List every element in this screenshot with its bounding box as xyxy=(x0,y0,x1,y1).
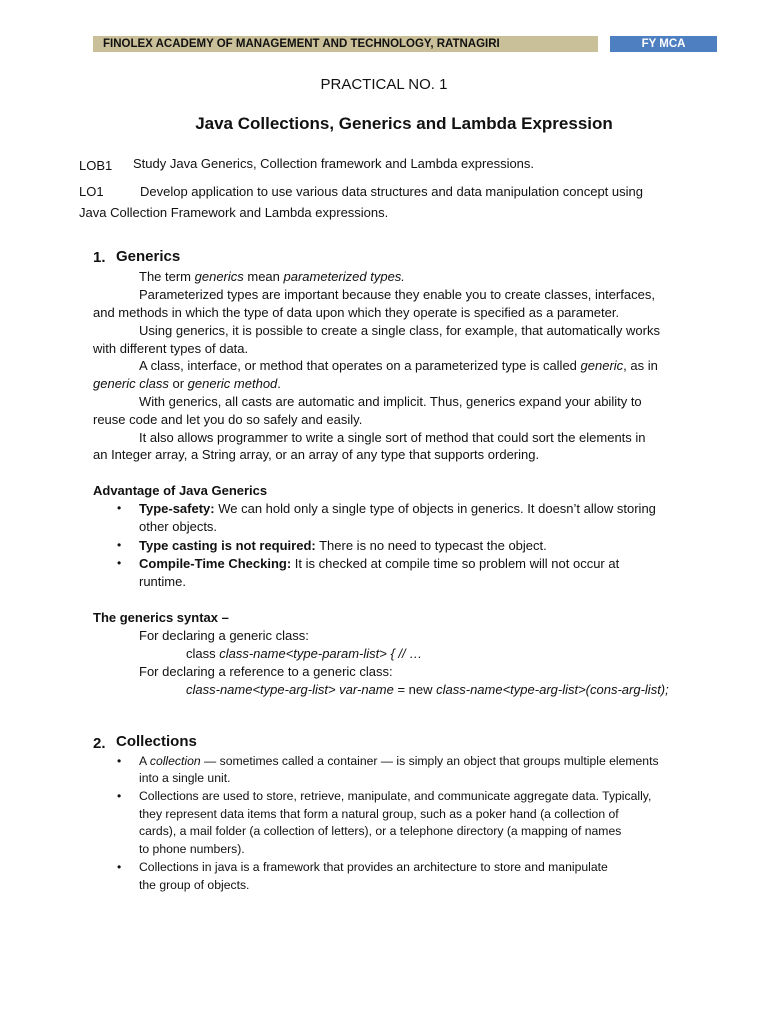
collection-bullet3-line: the group of objects. xyxy=(139,878,250,892)
p4-l2-a: generic class xyxy=(93,376,169,391)
advantage-label: Compile-Time Checking: xyxy=(139,556,292,571)
bullet-icon: • xyxy=(117,501,122,515)
section1-heading: Generics xyxy=(116,248,181,265)
section2-number xyxy=(93,735,106,752)
bullet-icon: • xyxy=(117,789,122,803)
section2-number-text: 2. xyxy=(93,735,106,752)
bullet-icon: • xyxy=(117,754,122,768)
collection-bullet3-line: Collections in java is a framework that provides an architecture to store and manipulate xyxy=(139,860,608,874)
generics-p2-line2: and methods in which the type of data upon which they operate is specified as a parameter. xyxy=(93,305,620,320)
generics-p6-line2: an Integer array, a String array, or an array of any type that supports ordering. xyxy=(93,447,540,462)
advantage-item xyxy=(139,555,619,573)
p4-l1-c: , as in xyxy=(623,358,658,373)
syntax-class-body: class-name<type-param-list> { // … xyxy=(219,646,423,661)
bullet-icon: • xyxy=(117,556,122,570)
advantage-heading: Advantage of Java Generics xyxy=(93,483,268,498)
advantage-text: We can hold only a single type of objects in generics. It doesn’t allow storing xyxy=(214,501,656,516)
syntax-ref-c: class-name<type-arg-list>(cons-arg-list); xyxy=(436,682,669,697)
lob1-text: Study Java Generics, Collection framework and Lambda expressions. xyxy=(133,156,535,171)
collection-bullet1-line1 xyxy=(139,753,659,771)
b1-a: A xyxy=(139,754,150,768)
lob1-code: LOB1 xyxy=(79,158,113,173)
generics-p3-line1: Using generics, it is possible to create a single class, for example, that automatically works xyxy=(139,323,660,338)
p1-b: generics xyxy=(194,269,244,284)
lo1-text-line1: Develop application to use various data structures and data manipulation concept using xyxy=(140,184,643,199)
generics-p2-line1: Parameterized types are important because they enable you to create classes, interfaces, xyxy=(139,287,655,302)
advantage-label: Type casting is not required: xyxy=(139,538,316,553)
p4-l2-c: generic method xyxy=(187,376,278,391)
advantage-item xyxy=(139,537,547,555)
generics-p5-line2: reuse code and let you do so safely and easily. xyxy=(93,412,363,427)
collection-bullet1-line2: into a single unit. xyxy=(139,771,231,785)
advantage-text: There is no need to typecast the object. xyxy=(315,538,547,553)
syntax-ref-a: class-name<type-arg-list> var-name xyxy=(186,682,394,697)
collection-bullet2-line: to phone numbers). xyxy=(139,842,245,856)
p1-a: The term xyxy=(139,269,195,284)
p4-l1-a: A class, interface, or method that operates on a parameterized type is called xyxy=(139,358,581,373)
advantage-item xyxy=(139,500,656,518)
b1-b: collection xyxy=(149,754,201,768)
p4-l1-b: generic xyxy=(580,358,624,373)
section1-number-text: 1. xyxy=(93,249,106,266)
institution-header: FINOLEX ACADEMY OF MANAGEMENT AND TECHNOLOGY, RATNAGIRI xyxy=(93,36,598,52)
syntax-decl-class: For declaring a generic class: xyxy=(139,628,309,643)
generics-p4-line1 xyxy=(139,357,658,375)
bullet-icon: • xyxy=(117,538,122,552)
generics-p1 xyxy=(139,268,405,286)
course-badge: FY MCA xyxy=(610,36,717,52)
advantage-text-cont: other objects. xyxy=(139,519,218,534)
bullet-icon: • xyxy=(117,860,122,874)
generics-p5-line1: With generics, all casts are automatic and implicit. Thus, generics expand your ability to xyxy=(139,394,642,409)
title-text: Java Collections, Generics and Lambda Expression xyxy=(195,114,613,133)
generics-p4-line2 xyxy=(93,375,281,393)
syntax-class-code xyxy=(186,645,422,663)
section2-heading: Collections xyxy=(116,733,197,750)
p4-l2-b: or xyxy=(168,376,188,391)
advantage-text-cont: runtime. xyxy=(139,574,186,589)
p4-l2-d: . xyxy=(277,376,281,391)
collection-bullet2-line: cards), a mail folder (a collection of letters), or a telephone directory (a mapping of names xyxy=(139,824,622,838)
document-title xyxy=(0,114,768,134)
syntax-ref-b: = new xyxy=(393,682,437,697)
lo1-code: LO1 xyxy=(79,184,104,199)
syntax-decl-ref: For declaring a reference to a generic class: xyxy=(139,664,393,679)
lo1-text-line2: Java Collection Framework and Lambda expressions. xyxy=(79,205,389,220)
b1-c: — sometimes called a container — is simply an object that groups multiple elements xyxy=(200,754,659,768)
syntax-ref-code xyxy=(186,681,669,699)
syntax-heading: The generics syntax – xyxy=(93,610,229,625)
syntax-class-kw: class xyxy=(186,646,220,661)
advantage-text: It is checked at compile time so problem will not occur at xyxy=(291,556,620,571)
generics-p3-line2: with different types of data. xyxy=(93,341,249,356)
generics-p6-line1: It also allows programmer to write a single sort of method that could sort the elements in xyxy=(139,430,646,445)
p1-d: parameterized types. xyxy=(283,269,405,284)
collection-bullet2-line: Collections are used to store, retrieve, manipulate, and communicate aggregate data. Typically, xyxy=(139,789,652,803)
p1-c: mean xyxy=(243,269,284,284)
advantage-label: Type-safety: xyxy=(139,501,215,516)
section1-number xyxy=(93,249,106,266)
collection-bullet2-line: they represent data items that form a natural group, such as a poker hand (a collection of xyxy=(139,807,619,821)
practical-number: PRACTICAL NO. 1 xyxy=(320,76,448,93)
